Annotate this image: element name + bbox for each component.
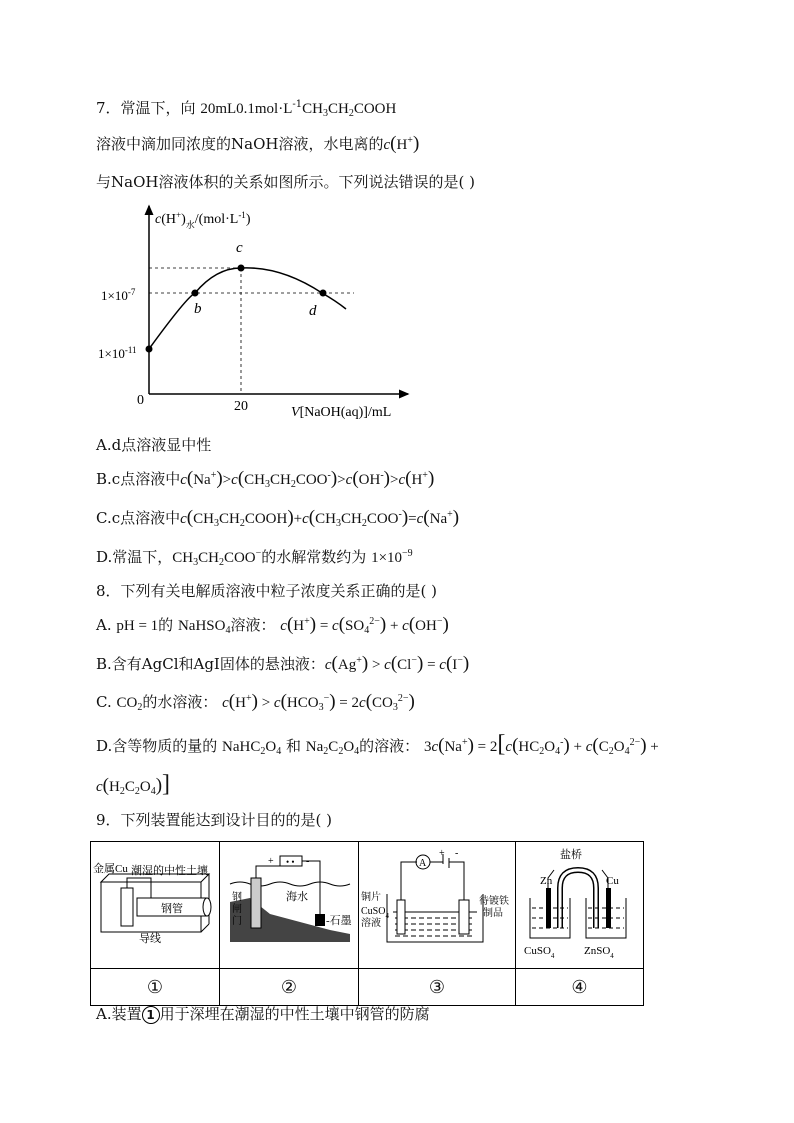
apparatus-1: [91, 842, 220, 969]
svg-text:钢管: 钢管: [161, 903, 183, 915]
y-tick-1e-7: $1\times 10^{-7}$: [101, 287, 136, 303]
q8-option-d-cont: $c(H_2C_2O_4)$]: [96, 771, 171, 797]
svg-text:CuSO4: CuSO$_4$: [524, 945, 555, 960]
q7-option-b: B.c点溶液中$c(Na^+)>c(CH_3CH_2COO^-)>c(OH^-)>c(H^+)$: [96, 468, 435, 490]
point-d-label: d: [309, 303, 317, 319]
svg-text:-石墨: -石墨: [326, 915, 352, 927]
q7-stem-line3: 与NaOH溶液体积的关系如图所示。下列说法错误的是( ): [96, 173, 475, 191]
svg-text:潮湿的中性土壤: 潮湿的中性土壤: [131, 865, 208, 877]
svg-text:铜片: 铜片: [361, 892, 381, 903]
q7-option-d: D.常温下，$CH_3CH_2COO^-$的水解常数约为 $1\times 10^{-9}$: [96, 548, 413, 568]
point-b-label: b: [194, 301, 202, 317]
point-c-label: c: [236, 240, 243, 256]
svg-text:盐桥: 盐桥: [560, 849, 582, 861]
svg-text:CuSO4: CuSO$_4$: [361, 906, 389, 920]
q7-option-c: C.c点溶液中$c(CH_3CH_2COOH)+c(CH_3CH_2COO^-)=c(Na^+)$: [96, 507, 460, 529]
svg-text:溶液: 溶液: [361, 918, 381, 929]
q8-stem: 8．下列有关电解质溶液中粒子浓度关系正确的是( ): [96, 582, 438, 600]
q7-graph: [96, 198, 426, 423]
x-axis-label: V[NaOH(aq)]/mL: [291, 405, 392, 420]
svg-text:Cu: Cu: [606, 875, 619, 887]
apparatus-3: [359, 842, 516, 969]
label-1: ①: [91, 969, 220, 1006]
svg-text:Zn: Zn: [540, 875, 553, 887]
x-tick-20: 20: [234, 399, 248, 414]
point-c: [238, 265, 245, 272]
svg-text:金属Cu: 金属Cu: [93, 863, 128, 875]
point-a: [146, 346, 153, 353]
svg-text:ZnSO4: ZnSO$_4$: [584, 945, 614, 960]
label-4: ④: [516, 969, 644, 1006]
point-d: [320, 290, 327, 297]
apparatus-4: [516, 842, 644, 969]
svg-text:+: +: [268, 856, 274, 867]
svg-text:-: -: [455, 848, 459, 859]
q7-stem-line2: 溶液中滴加同浓度的NaOH溶液，水电离的c(H+): [96, 133, 420, 154]
svg-text:+: +: [439, 848, 445, 859]
q7-stem-line1: 7．常温下，向 $20mL0.1mol\cdot L^{-1}CH_3CH_2COOH$: [96, 99, 397, 119]
svg-text:待镀铁: 待镀铁: [479, 896, 509, 907]
q8-option-a: A. pH = 1的 NaHSO$_4$溶液： $c(H^+) = c(SO_4^{2-}) + c(OH^-)$: [96, 614, 449, 636]
q7-option-a: A.d点溶液显中性: [96, 436, 212, 454]
y-axis-label: $c(H^+)_水/(mol\cdot L^{-1})$: [155, 210, 251, 230]
svg-text:• •: • •: [286, 857, 295, 867]
circled-one: 1: [142, 1006, 160, 1024]
svg-text:导线: 导线: [139, 933, 161, 945]
svg-text:闸: 闸: [232, 904, 242, 915]
svg-text:制品: 制品: [483, 908, 503, 919]
svg-text:钢: 钢: [232, 892, 242, 903]
q9-stem: 9．下列装置能达到设计目的的是( ): [96, 811, 333, 829]
q9-option-a: A.装置 1 用于深埋在潮湿的中性土壤中钢管的防腐: [96, 1005, 430, 1023]
svg-text:A: A: [419, 858, 427, 869]
svg-text:门: 门: [232, 916, 242, 927]
label-3: ③: [359, 969, 516, 1006]
q8-option-d: D.含等物质的量的 $NaHC_2O_4$ 和 $Na_2C_2O_4$的溶液： $3c(Na^+) = 2[c(HC_2O_4^-) + c(C_2O_4^{2-})$ +: [96, 731, 659, 757]
q9-apparatus-table: [90, 841, 644, 1006]
origin-label: 0: [137, 393, 144, 408]
y-tick-1e-11: $1\times 10^{-11}$: [98, 345, 137, 361]
label-2: ②: [220, 969, 359, 1006]
q8-option-b: B.含有AgCl和AgI固体的悬浊液：c(Ag+) > c(Cl−) = c(I−): [96, 653, 470, 674]
svg-text:-: -: [306, 856, 310, 867]
point-b: [192, 290, 199, 297]
q8-option-c: C. $CO_2$的水溶液： $c(H^+) > c(HCO_3^-) = 2c(CO_3^{2-})$: [96, 691, 415, 713]
apparatus-2: [220, 842, 359, 969]
svg-text:海水: 海水: [286, 891, 308, 903]
